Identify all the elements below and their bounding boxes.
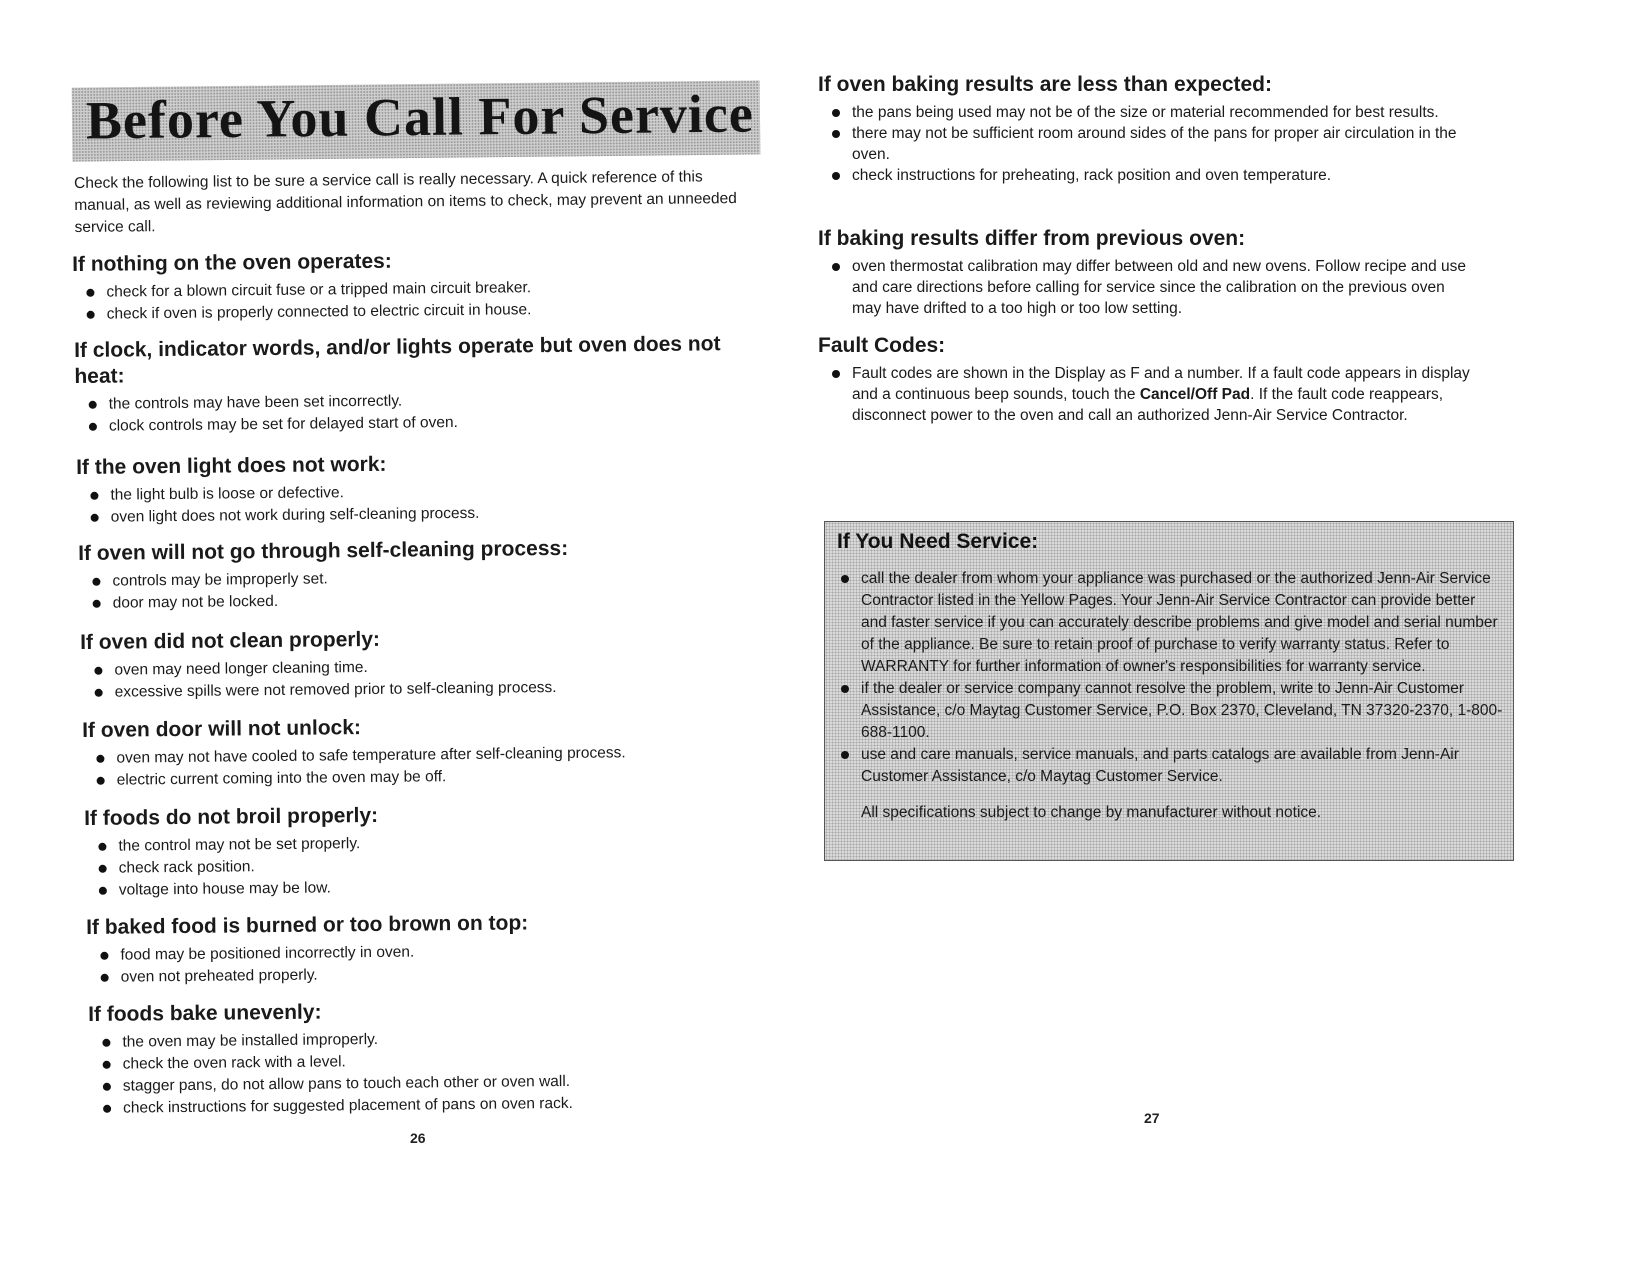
list-item bbox=[832, 363, 1478, 426]
section-light bbox=[76, 448, 777, 529]
title-banner bbox=[72, 80, 761, 161]
specifications-notice: All specifications subject to change by manufacturer without notice. bbox=[861, 804, 1322, 821]
fault-text-before: Fault codes are shown in the Display as F and a number. If a fault code appears in display and a continuous beep sounds, touch the bbox=[852, 365, 1470, 403]
section-does-not-heat bbox=[74, 331, 740, 438]
section-heading: If the oven light does not work: bbox=[76, 452, 387, 479]
list-item: controls may be improperly set. bbox=[92, 564, 778, 593]
list-item: check if oven is properly connected to electric circuit in house. bbox=[87, 297, 773, 326]
section-fault-codes bbox=[818, 333, 1478, 426]
list-item: stagger pans, do not allow pans to touch each other or oven wall. bbox=[103, 1069, 789, 1098]
page-title: Before You Call For Service bbox=[85, 83, 755, 151]
list-item: food may be positioned incorrectly in oven. bbox=[100, 938, 786, 967]
section-differ-previous bbox=[818, 226, 1478, 319]
list-item: the oven may be installed improperly. bbox=[102, 1025, 788, 1054]
section-heading: If oven door will not unlock: bbox=[82, 716, 362, 742]
cancel-off-pad-label: Cancel/Off Pad bbox=[1139, 386, 1251, 403]
list-item: excessive spills were not removed prior to self-cleaning process. bbox=[95, 675, 781, 704]
list-item: oven light does not work during self-cleaning process. bbox=[91, 500, 777, 529]
list-item: there may not be sufficient room around sides of the pans for proper air circulation in the oven. bbox=[832, 123, 1478, 165]
section-clean-properly bbox=[80, 623, 781, 704]
section-heading: If baking results differ from previous oven: bbox=[818, 227, 1246, 250]
fault-text-after: . If the fault code reappears, disconnect power to the oven and call an authorized Jenn-Air Service Contractor. bbox=[852, 386, 1444, 424]
section-less-than-expected bbox=[818, 72, 1478, 186]
list-item: the controls may have been set incorrectly. bbox=[89, 387, 740, 416]
list-item: if the dealer or service company cannot resolve the problem, write to Jenn-Air Customer Assistance, c/o Maytag Customer Service, P.O. Box 2370, Cleveland, TN 37320-2370, 1-800-688-1100. bbox=[837, 678, 1503, 744]
list-item: voltage into house may be low. bbox=[99, 873, 785, 902]
section-nothing-operates bbox=[72, 245, 773, 326]
page-number: 26 bbox=[410, 1130, 426, 1146]
section-heading: If nothing on the oven operates: bbox=[72, 249, 392, 276]
list-item: clock controls may be set for delayed start of oven. bbox=[89, 409, 740, 438]
list-item: oven not preheated properly. bbox=[101, 960, 787, 989]
right-page bbox=[820, 0, 1645, 1283]
section-heading: If oven baking results are less than expected: bbox=[818, 73, 1272, 96]
section-heading: If oven did not clean properly: bbox=[80, 627, 381, 654]
list-item: oven may need longer cleaning time. bbox=[94, 653, 780, 682]
section-bake-unevenly bbox=[88, 995, 789, 1120]
intro-text: Check the following list to be sure a service call is really necessary. A quick reference of this manual, as well as reviewing additional information on items to check, may prevent an unneeded service call. bbox=[74, 168, 737, 236]
list-item: oven may not have cooled to safe temperature after self-cleaning process. bbox=[96, 741, 782, 770]
list-item: oven thermostat calibration may differ between old and new ovens. Follow recipe and use and care directions before calling for service since the calibration on the previous oven may have drifted to a too high or too low setting. bbox=[832, 256, 1478, 319]
section-self-clean bbox=[78, 534, 779, 615]
section-heading: If foods do not broil properly: bbox=[84, 803, 379, 830]
intro-paragraph bbox=[74, 166, 755, 239]
section-heading: If baked food is burned or too brown on top: bbox=[86, 911, 529, 939]
list-item: use and care manuals, service manuals, and parts catalogs are available from Jenn-Air Customer Assistance, c/o Maytag Customer Service. bbox=[837, 744, 1503, 788]
list-item: check instructions for suggested placement of pans on oven rack. bbox=[103, 1091, 789, 1120]
section-broil bbox=[84, 799, 785, 902]
list-item: check the oven rack with a level. bbox=[103, 1047, 789, 1076]
left-page bbox=[0, 0, 820, 1283]
list-item: the pans being used may not be of the size or material recommended for best results. bbox=[832, 102, 1478, 123]
list-item: check rack position. bbox=[99, 851, 785, 880]
list-item: check for a blown circuit fuse or a tripped main circuit breaker. bbox=[86, 275, 772, 304]
section-heading: If foods bake unevenly: bbox=[88, 1000, 322, 1026]
list-item: the control may not be set properly. bbox=[98, 829, 784, 858]
list-item: check instructions for preheating, rack position and oven temperature. bbox=[832, 165, 1478, 186]
list-item: electric current coming into the oven may be off. bbox=[97, 763, 783, 792]
section-heading: Fault Codes: bbox=[818, 334, 946, 357]
service-box-heading: If You Need Service: bbox=[837, 530, 1039, 553]
list-item: door may not be locked. bbox=[93, 586, 779, 615]
service-box bbox=[824, 521, 1514, 861]
section-door-unlock bbox=[82, 711, 783, 792]
section-heading: If oven will not go through self-cleaning process: bbox=[78, 536, 569, 565]
list-item: the light bulb is loose or defective. bbox=[90, 478, 776, 507]
list-item: call the dealer from whom your appliance was purchased or the authorized Jenn-Air Service Contractor listed in the Yellow Pages. Your Jenn-Air Service Contractor can provide better and faster service if you can accurately describe problems and give model and serial number of the appliance. Be sure to retain proof of purchase to verify warranty status. Refer to WARRANTY for further information of owner's responsibilities for warranty service. bbox=[837, 568, 1503, 678]
page-number: 27 bbox=[1144, 1110, 1160, 1126]
section-heading: If clock, indicator words, and/or lights operate but oven does not heat: bbox=[74, 332, 721, 388]
section-burned bbox=[86, 908, 787, 989]
